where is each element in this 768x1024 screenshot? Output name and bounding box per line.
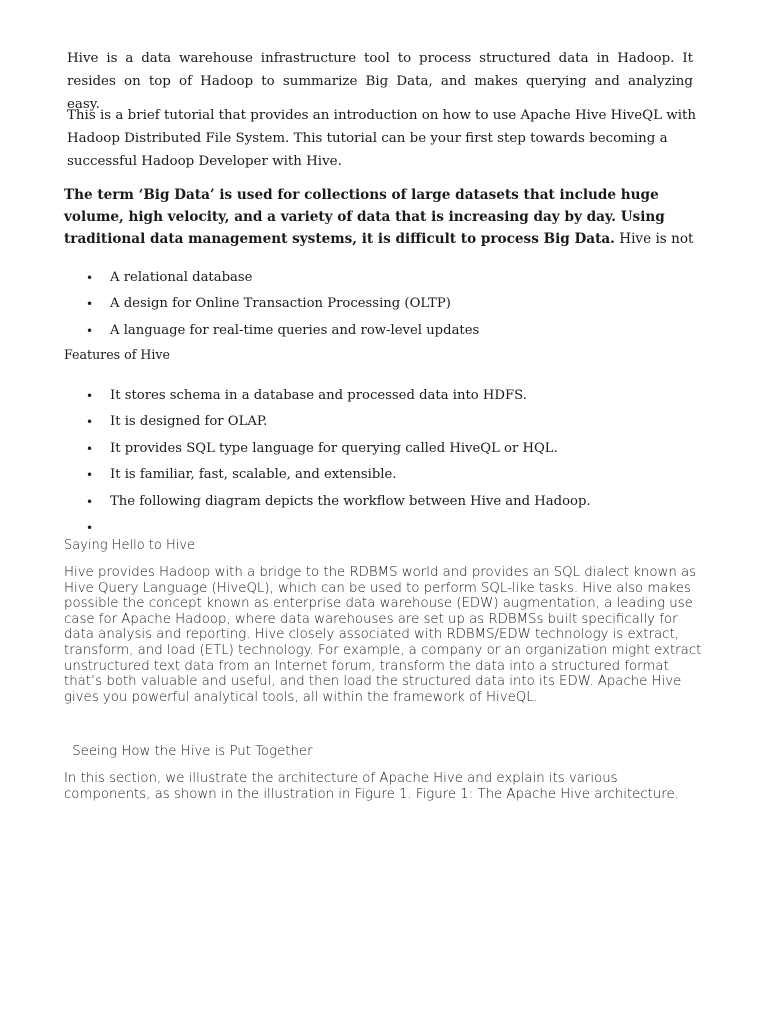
list-item — [64, 321, 704, 347]
bullet-icon: • — [86, 441, 94, 456]
list-item-text: It provides SQL type language for querying called HiveQL or HQL. — [110, 440, 558, 456]
list-item-text: It stores schema in a database and processed data into HDFS. — [110, 388, 527, 403]
list-item — [64, 439, 704, 465]
list-item — [64, 386, 704, 412]
hive-is-not-text: Hive is not — [614, 231, 694, 247]
bullet-icon: • — [86, 271, 94, 285]
bullet-icon: • — [86, 494, 94, 509]
big-data-paragraph — [64, 184, 694, 250]
intro-paragraph: Hive is a data warehouse infrastructure tool to process structured data in Hadoop. It resides on top of Hadoop to summarize Big Data, and makes querying and analyzing easy. — [67, 51, 693, 112]
list-item-text: The following diagram depicts the workflow between Hive and Hadoop. — [110, 493, 591, 509]
hive-is-not-list — [64, 268, 704, 347]
list-item-text: A design for Online Transaction Processing (OLTP) — [110, 296, 451, 312]
bullet-icon: • — [86, 389, 94, 403]
list-item-text: It is designed for OLAP. — [110, 414, 268, 430]
list-item — [64, 268, 704, 294]
bullet-icon: • — [86, 468, 94, 483]
big-data-bold-text: The term ‘Big Data’ is used for collections of large datasets that include huge volume, high velocity, and a variety of data that is increasing day by day. Using traditional data management systems, it is difficult to process Big Data. — [64, 187, 665, 247]
list-item — [64, 294, 704, 320]
seeing-how-heading: Seeing How the Hive is Put Together — [68, 744, 313, 759]
architecture-paragraph: In this section, we illustrate the architecture of Apache Hive and explain its various components, as shown in the illustration in Figure 1. Figure 1: The Apache Hive architecture. — [64, 771, 679, 802]
features-list — [64, 386, 704, 544]
saying-hello-heading: Saying Hello to Hive — [64, 538, 196, 553]
saying-hello-paragraph: Hive provides Hadoop with a bridge to the RDBMS world and provides an SQL dialect known as Hive Query Language (HiveQL), which can be used to perform SQL-like tasks. Hive also makes possible the concept known as enterprise data warehouse (EDW) augmentation, a leading use case for Apache Hadoop, where data warehouses are set up as RDBMSs built specifically for data analysis and reporting. Hive closely associated with RDBMS/EDW technology is extract, transform, and load (ETL) technology. For example, a company or an organization might extract unstructured text data from an Internet forum, transform the data into a structured format that’s both valuable and useful, and then load the structured data into its EDW. Apache Hive gives you powerful analytical tools, all within the framework of HiveQL. — [64, 565, 702, 705]
bullet-icon: • — [86, 297, 94, 312]
list-item — [64, 465, 704, 491]
bullet-icon: • — [86, 415, 94, 430]
list-item-text: It is familiar, fast, scalable, and extensible. — [110, 467, 397, 483]
tutorial-paragraph: This is a brief tutorial that provides an introduction on how to use Apache Hive HiveQL with Hadoop Distributed File System. This tutorial can be your first step towards becoming a successful Hadoop Developer with Hive. — [67, 108, 697, 169]
list-item-text: A relational database — [110, 270, 253, 285]
bullet-icon: • — [86, 323, 94, 338]
list-item — [64, 412, 704, 438]
features-heading: Features of Hive — [64, 347, 170, 362]
list-item-text: A language for real-time queries and row-level updates — [110, 322, 480, 338]
list-item — [64, 492, 704, 518]
bullet-icon: • — [86, 520, 94, 535]
